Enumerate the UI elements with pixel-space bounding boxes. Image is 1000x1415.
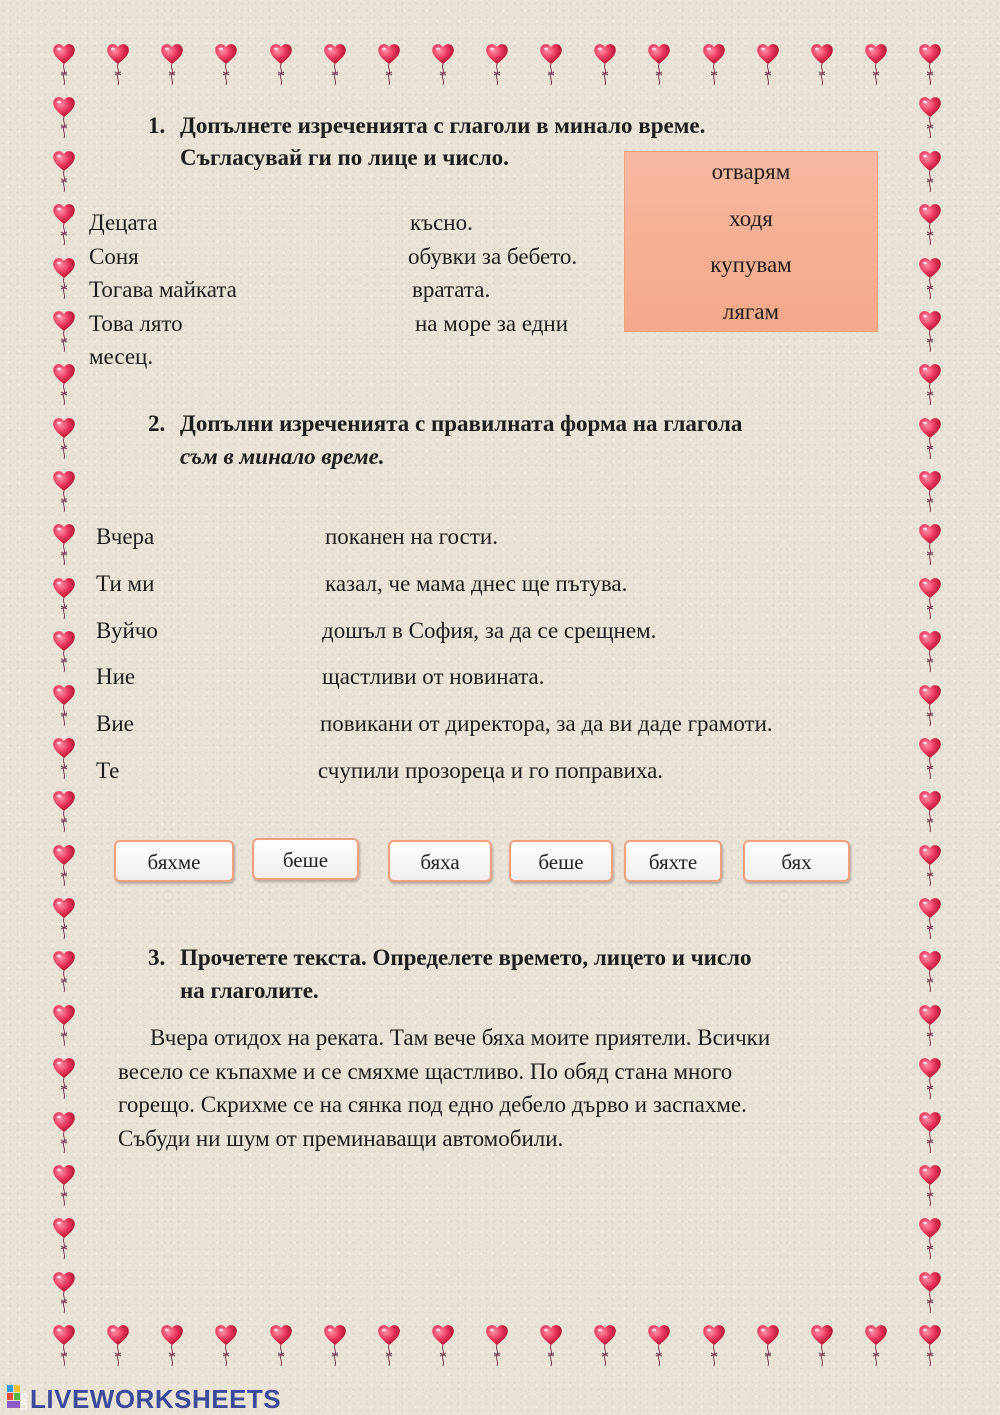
heart-balloon-icon: [106, 1323, 130, 1367]
paragraph-line: Събуди ни шум от преминаващи автомобили.: [118, 1125, 564, 1151]
s2-row-right: поканен на гости.: [325, 524, 498, 549]
s2-row-left: Ти ми: [96, 571, 155, 596]
s2-row-right: повикани от директора, за да ви даде грамоти.: [320, 711, 773, 736]
section2-title-line1: Допълни изреченията с правилната форма на глагола: [180, 411, 743, 436]
heart-balloon-icon: [377, 42, 401, 86]
reading-paragraph: [118, 1021, 898, 1155]
s1-row-left: Това лято: [89, 311, 183, 336]
section1-number: 1.: [148, 113, 166, 138]
word-bank: [624, 151, 878, 332]
heart-balloon-icon: [160, 42, 184, 86]
heart-balloon-icon: [864, 42, 888, 86]
heart-balloon-icon: [918, 949, 942, 993]
answer-chip[interactable]: бяха: [388, 840, 492, 882]
heart-balloon-icon: [160, 1323, 184, 1367]
answer-chip[interactable]: бяхме: [114, 840, 234, 882]
heart-balloon-icon: [214, 42, 238, 86]
heart-balloon-icon: [756, 42, 780, 86]
s2-row-left: Вуйчо: [96, 618, 158, 643]
heart-balloon-icon: [810, 42, 834, 86]
heart-balloon-icon: [52, 42, 76, 86]
heart-balloon-icon: [52, 1216, 76, 1260]
s1-row-right: вратата.: [412, 277, 491, 302]
heart-balloon-icon: [647, 42, 671, 86]
heart-balloon-icon: [52, 256, 76, 300]
heart-balloon-icon: [52, 1003, 76, 1047]
heart-balloon-icon: [431, 42, 455, 86]
s1-row-right: късно.: [410, 210, 473, 235]
heart-balloon-icon: [918, 149, 942, 193]
heart-balloon-icon: [702, 1323, 726, 1367]
word-bank-item[interactable]: купувам: [710, 252, 792, 277]
heart-balloon-icon: [52, 416, 76, 460]
answer-chip[interactable]: бяхте: [624, 840, 722, 882]
heart-balloon-icon: [52, 896, 76, 940]
heart-balloon-icon: [918, 896, 942, 940]
heart-balloon-icon: [52, 789, 76, 833]
heart-balloon-icon: [52, 1323, 76, 1367]
s2-row-left: Ние: [96, 664, 136, 689]
section3-title-line2: на глаголите.: [180, 978, 319, 1003]
heart-balloon-icon: [52, 683, 76, 727]
heart-balloon-icon: [52, 576, 76, 620]
heart-balloon-icon: [918, 736, 942, 780]
heart-balloon-icon: [918, 95, 942, 139]
section3-title-line1: Прочетете текста. Определете времето, лицето и число: [180, 945, 752, 970]
heart-balloon-icon: [269, 42, 293, 86]
logo-badge-text: LWS: [20, 1392, 29, 1410]
s1-row-left: Соня: [89, 244, 139, 269]
heart-balloon-icon: [918, 1110, 942, 1154]
heart-balloon-icon: [52, 309, 76, 353]
heart-balloon-icon: [918, 683, 942, 727]
s2-row-left: Вчера: [96, 524, 155, 549]
heart-balloon-icon: [918, 789, 942, 833]
heart-balloon-icon: [269, 1323, 293, 1367]
heart-balloon-icon: [52, 95, 76, 139]
heart-balloon-icon: [106, 42, 130, 86]
heart-balloon-icon: [539, 1323, 563, 1367]
heart-balloon-icon: [918, 202, 942, 246]
paragraph-line: горещо. Скрихме се на сянка под едно дебело дърво и заспахме.: [118, 1092, 747, 1117]
section2-title-line2: съм в минало време.: [180, 444, 385, 469]
s1-row-left: Тогава майката: [89, 277, 237, 302]
heart-balloon-icon: [918, 1003, 942, 1047]
heart-balloon-icon: [52, 736, 76, 780]
s2-row-left: Те: [96, 758, 120, 783]
answer-chip[interactable]: бях: [743, 840, 850, 882]
heart-balloon-icon: [918, 362, 942, 406]
heart-balloon-icon: [918, 42, 942, 86]
heart-balloon-icon: [431, 1323, 455, 1367]
heart-balloon-icon: [918, 1056, 942, 1100]
s2-row-right: счупили прозореца и го поправиха.: [318, 758, 664, 783]
heart-balloon-icon: [52, 1270, 76, 1314]
heart-balloon-icon: [918, 416, 942, 460]
s2-row-right: щастливи от новината.: [322, 664, 545, 689]
answer-chip[interactable]: беше: [252, 838, 359, 880]
heart-balloon-icon: [593, 42, 617, 86]
heart-balloon-icon: [52, 1163, 76, 1207]
heart-balloon-icon: [918, 522, 942, 566]
heart-balloon-icon: [52, 202, 76, 246]
heart-balloon-icon: [918, 843, 942, 887]
s1-row-left: Децата: [89, 210, 158, 235]
heart-balloon-icon: [52, 1110, 76, 1154]
answer-chip[interactable]: беше: [509, 840, 613, 882]
heart-balloon-icon: [485, 42, 509, 86]
heart-balloon-icon: [377, 1323, 401, 1367]
s1-row-right: на море за едни: [415, 311, 569, 336]
heart-balloon-icon: [52, 843, 76, 887]
s2-row-left: Вие: [96, 711, 134, 736]
heart-balloon-icon: [323, 42, 347, 86]
heart-balloon-icon: [918, 1270, 942, 1314]
word-bank-item[interactable]: лягам: [722, 299, 780, 324]
section3-number: 3.: [148, 945, 166, 970]
logo-badge: [16, 1384, 30, 1412]
heart-balloon-icon: [918, 1323, 942, 1367]
s1-continuation: месец.: [89, 344, 154, 369]
word-bank-item[interactable]: отварям: [711, 159, 791, 184]
paragraph-line: Вчера отидох на реката. Там вече бяха моите приятели. Всички: [150, 1025, 771, 1050]
heart-balloon-icon: [52, 362, 76, 406]
heart-balloon-icon: [647, 1323, 671, 1367]
heart-balloon-icon: [52, 1056, 76, 1100]
heart-balloon-icon: [539, 42, 563, 86]
heart-balloon-icon: [918, 309, 942, 353]
heart-balloon-icon: [918, 469, 942, 513]
word-bank-item[interactable]: ходя: [729, 206, 773, 231]
section2-number: 2.: [148, 411, 166, 436]
heart-balloon-icon: [52, 949, 76, 993]
s1-row-right: обувки за бебето.: [408, 244, 578, 269]
heart-balloon-icon: [918, 256, 942, 300]
heart-balloon-icon: [214, 1323, 238, 1367]
heart-balloon-icon: [810, 1323, 834, 1367]
heart-balloon-icon: [485, 1323, 509, 1367]
section1-title-line1: Допълнете изреченията с глаголи в минало време.: [180, 113, 706, 138]
heart-balloon-icon: [918, 1216, 942, 1260]
heart-balloon-icon: [918, 1163, 942, 1207]
heart-balloon-icon: [52, 629, 76, 673]
heart-balloon-icon: [52, 149, 76, 193]
liveworksheets-logo-text: LIVEWORKSHEETS: [30, 1384, 282, 1414]
s2-row-right: казал, че мама днес ще пътува.: [325, 571, 628, 596]
heart-balloon-icon: [52, 469, 76, 513]
heart-balloon-icon: [918, 629, 942, 673]
heart-balloon-icon: [864, 1323, 888, 1367]
section1-title-line2: Съгласувай ги по лице и число.: [180, 145, 509, 170]
heart-balloon-icon: [593, 1323, 617, 1367]
heart-balloon-icon: [52, 522, 76, 566]
heart-balloon-icon: [702, 42, 726, 86]
heart-balloon-icon: [756, 1323, 780, 1367]
heart-balloon-icon: [918, 576, 942, 620]
s2-row-right: дошъл в София, за да се срещнем.: [322, 618, 657, 643]
paragraph-line: весело се къпахме и се смяхме щастливо. По обяд стана много: [118, 1058, 733, 1084]
heart-balloon-icon: [323, 1323, 347, 1367]
